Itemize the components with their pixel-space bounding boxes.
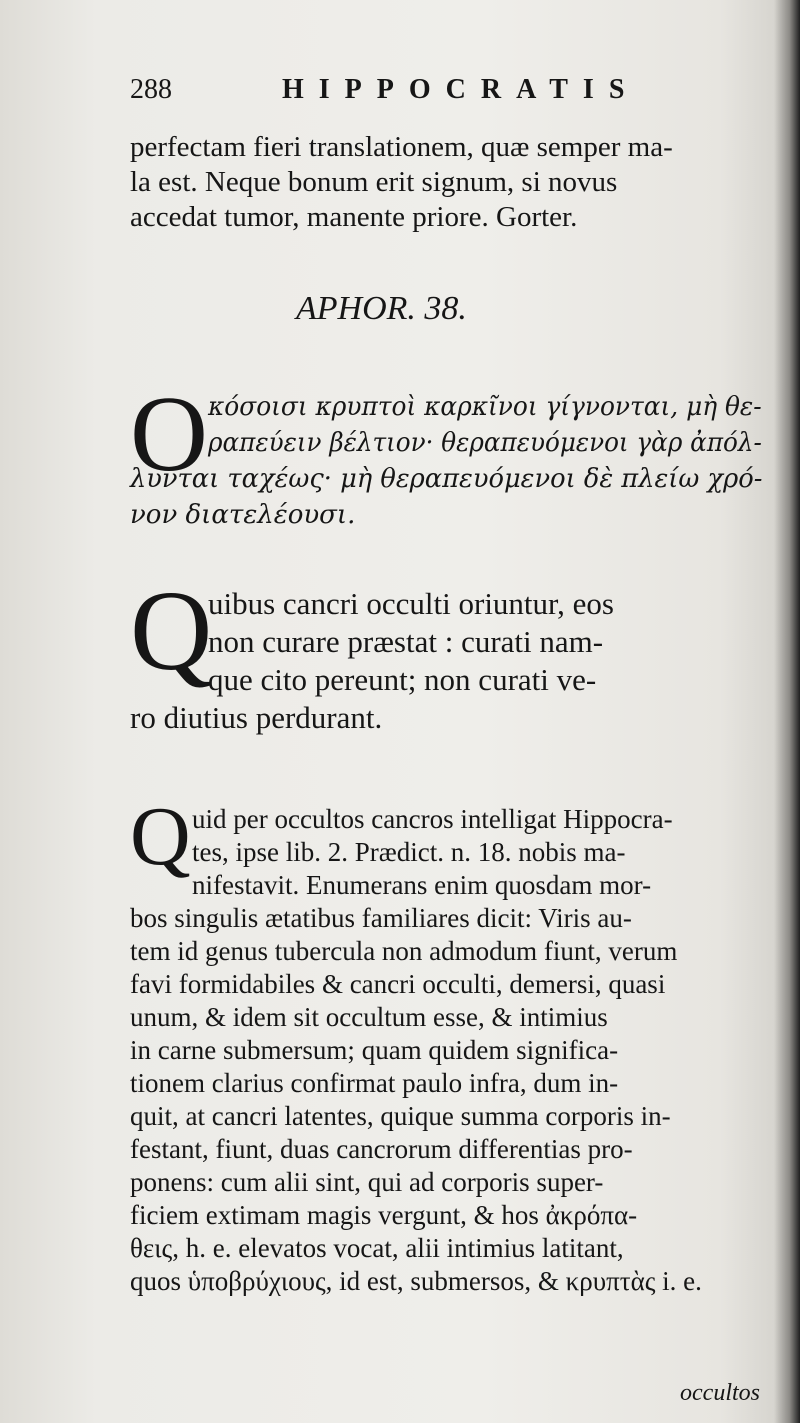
greek-line: ραπεύειν βέλτιον· θεραπευόμενοι γὰρ ἀπόλ- xyxy=(208,428,762,458)
page-number: 288 xyxy=(130,74,172,105)
commentary-line: θεις, h. e. elevatos vocat, alii intimius latitant, xyxy=(130,1233,624,1263)
commentary-line: tem id genus tubercula non admodum fiunt, verum xyxy=(130,936,678,966)
latin-line: ro diutius perdurant. xyxy=(130,700,383,735)
commentary-line: in carne submersum; quam quidem significa- xyxy=(130,1035,619,1065)
latin-line: uibus cancri occulti oriuntur, eos xyxy=(208,586,614,621)
greek-line: κόσοισι κρυπτοὶ καρκῖνοι γίγνονται, μὴ θε- xyxy=(208,392,762,422)
catchword: occultos xyxy=(680,1380,760,1406)
commentary-line: ficiem extimam magis vergunt, & hos ἀκρόπα- xyxy=(130,1200,638,1230)
commentary-line: festant, fiunt, duas cancrorum differentias pro- xyxy=(130,1134,633,1164)
latin-drop-capital: Q xyxy=(130,567,213,694)
greek-drop-capital: O xyxy=(130,375,208,494)
commentary-line: bos singulis ætatibus familiares dicit: Viris au- xyxy=(130,903,632,933)
commentary-line: favi formidabiles & cancri occulti, demersi, quasi xyxy=(130,969,666,999)
latin-line: que cito pereunt; non curati ve- xyxy=(208,662,597,697)
commentary-line: tionem clarius confirmat paulo infra, dum in- xyxy=(130,1068,619,1098)
commentary-drop-capital: Q xyxy=(130,790,191,883)
text-line: perfectam fieri translationem, quæ semper ma- xyxy=(130,131,673,163)
commentary-line: uid per occultos cancros intelligat Hippocra- xyxy=(192,804,673,834)
page-edge-shadow xyxy=(774,0,800,1423)
commentary-line: nifestavit. Enumerans enim quosdam mor- xyxy=(192,870,652,900)
commentary-line: quit, at cancri latentes, quique summa corporis in- xyxy=(130,1101,671,1131)
latin-line: non curare præstat : curati nam- xyxy=(208,624,604,659)
commentary-line: ponens: cum alii sint, qui ad corporis super- xyxy=(130,1167,604,1197)
greek-line: λυνται ταχέως· μὴ θεραπευόμενοι δὲ πλείω χρό- xyxy=(130,464,763,494)
greek-line: νον διατελέουσι. xyxy=(130,500,356,530)
commentary-line: unum, & idem sit occultum esse, & intimius xyxy=(130,1002,608,1032)
commentary-line: quos ὑποβρύχιους, id est, submersos, & κρυπτὰς i. e. xyxy=(130,1266,702,1296)
running-title: HIPPOCRATIS xyxy=(282,74,640,105)
text-line: accedat tumor, manente priore. Gorter. xyxy=(130,201,578,233)
commentary-line: tes, ipse lib. 2. Prædict. n. 18. nobis ma- xyxy=(192,837,626,867)
running-head xyxy=(130,74,760,114)
text-line: la est. Neque bonum erit signum, si novus xyxy=(130,166,618,198)
aphorism-heading: APHOR. 38. xyxy=(296,290,467,327)
